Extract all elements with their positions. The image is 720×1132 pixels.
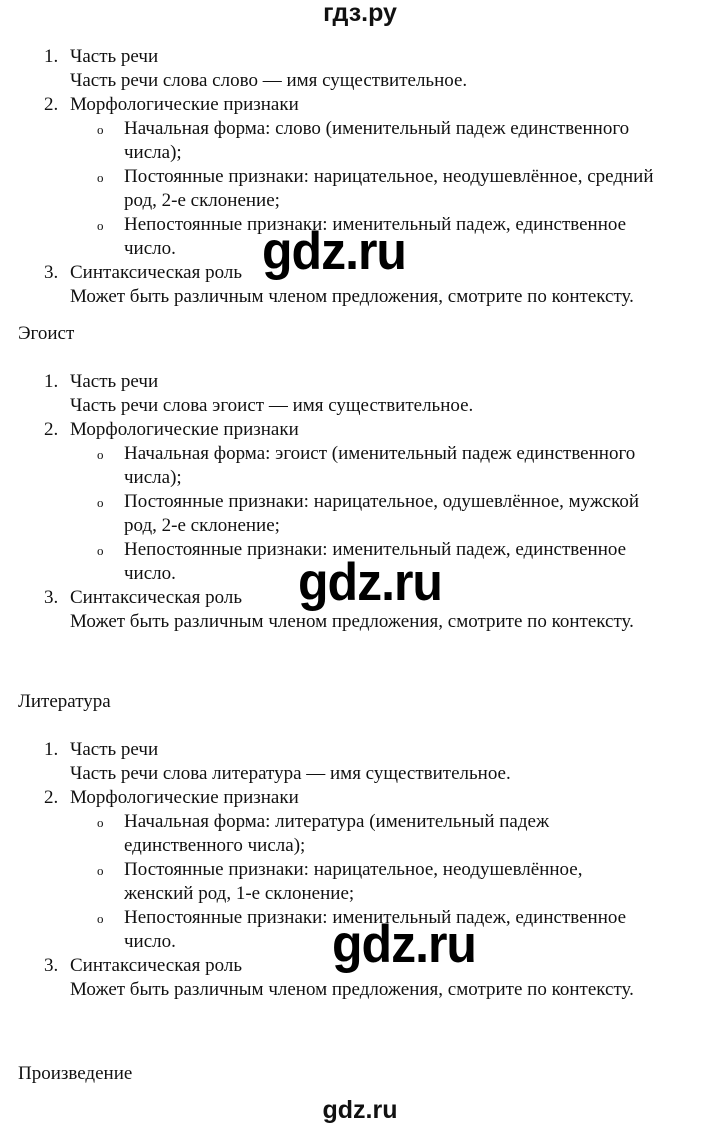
item-heading: Часть речи bbox=[70, 46, 159, 67]
bullet-circle-icon: o bbox=[97, 543, 104, 558]
section-title-literatura: Литература bbox=[18, 691, 111, 712]
item-number: 2. bbox=[44, 787, 59, 808]
item-number: 3. bbox=[44, 262, 59, 283]
bullet-text: числа); bbox=[124, 467, 182, 488]
bullet-text: единственного числа); bbox=[124, 835, 306, 856]
item-number: 3. bbox=[44, 587, 59, 608]
item-heading: Синтаксическая роль bbox=[70, 587, 242, 608]
item-heading: Морфологические признаки bbox=[70, 787, 299, 808]
item-number: 1. bbox=[44, 739, 59, 760]
site-header-title: гдз.ру bbox=[323, 0, 397, 27]
bullet-text: Начальная форма: литература (именительный падеж bbox=[124, 811, 550, 832]
bullet-text: число. bbox=[124, 931, 176, 952]
item-text: Может быть различным членом предложения, смотрите по контексту. bbox=[70, 286, 634, 307]
bullet-circle-icon: o bbox=[97, 218, 104, 233]
item-heading: Синтаксическая роль bbox=[70, 955, 242, 976]
item-number: 2. bbox=[44, 419, 59, 440]
section-title-proizvedenie: Произведение bbox=[18, 1063, 133, 1084]
item-number: 3. bbox=[44, 955, 59, 976]
bullet-text: женский род, 1-е склонение; bbox=[124, 883, 355, 904]
bullet-text: числа); bbox=[124, 142, 182, 163]
bullet-text: Непостоянные признаки: именительный падеж, единственное bbox=[124, 907, 627, 928]
bullet-circle-icon: o bbox=[97, 815, 104, 830]
item-heading: Часть речи bbox=[70, 371, 159, 392]
item-number: 1. bbox=[44, 46, 59, 67]
item-text: Часть речи слова эгоист — имя существительное. bbox=[70, 395, 474, 416]
item-number: 2. bbox=[44, 94, 59, 115]
item-text: Может быть различным членом предложения, смотрите по контексту. bbox=[70, 611, 634, 632]
bullet-text: Непостоянные признаки: именительный падеж, единственное bbox=[124, 539, 627, 560]
section-title-egoist: Эгоист bbox=[18, 323, 75, 344]
item-text: Может быть различным членом предложения, смотрите по контексту. bbox=[70, 979, 634, 1000]
item-text: Часть речи слова литература — имя существительное. bbox=[70, 763, 511, 784]
bullet-text: Постоянные признаки: нарицательное, одушевлённое, мужской bbox=[124, 491, 640, 512]
bullet-text: Непостоянные признаки: именительный падеж, единственное bbox=[124, 214, 627, 235]
watermark-logo: gdz.ru bbox=[298, 552, 442, 612]
item-heading: Морфологические признаки bbox=[70, 94, 299, 115]
bullet-circle-icon: o bbox=[97, 495, 104, 510]
item-number: 1. bbox=[44, 371, 59, 392]
bullet-text: Начальная форма: эгоист (именительный падеж единственного bbox=[124, 443, 636, 464]
bullet-text: Постоянные признаки: нарицательное, неодушевлённое, средний bbox=[124, 166, 654, 187]
bullet-text: число. bbox=[124, 238, 176, 259]
bullet-text: Постоянные признаки: нарицательное, неодушевлённое, bbox=[124, 859, 583, 880]
bullet-circle-icon: o bbox=[97, 863, 104, 878]
item-heading: Часть речи bbox=[70, 739, 159, 760]
item-text: Часть речи слова слово — имя существительное. bbox=[70, 70, 468, 91]
bullet-text: род, 2-е склонение; bbox=[124, 515, 280, 536]
watermark-logo: gdz.ru bbox=[262, 221, 406, 281]
site-footer-name: gdz.ru bbox=[322, 1096, 398, 1124]
bullet-text: число. bbox=[124, 563, 176, 584]
bullet-circle-icon: o bbox=[97, 170, 104, 185]
bullet-text: род, 2-е склонение; bbox=[124, 190, 280, 211]
bullet-text: Начальная форма: слово (именительный падеж единственного bbox=[124, 118, 630, 139]
bullet-circle-icon: o bbox=[97, 122, 104, 137]
bullet-circle-icon: o bbox=[97, 447, 104, 462]
watermark-logo: gdz.ru bbox=[332, 914, 476, 974]
item-heading: Синтаксическая роль bbox=[70, 262, 242, 283]
bullet-circle-icon: o bbox=[97, 911, 104, 926]
item-heading: Морфологические признаки bbox=[70, 419, 299, 440]
